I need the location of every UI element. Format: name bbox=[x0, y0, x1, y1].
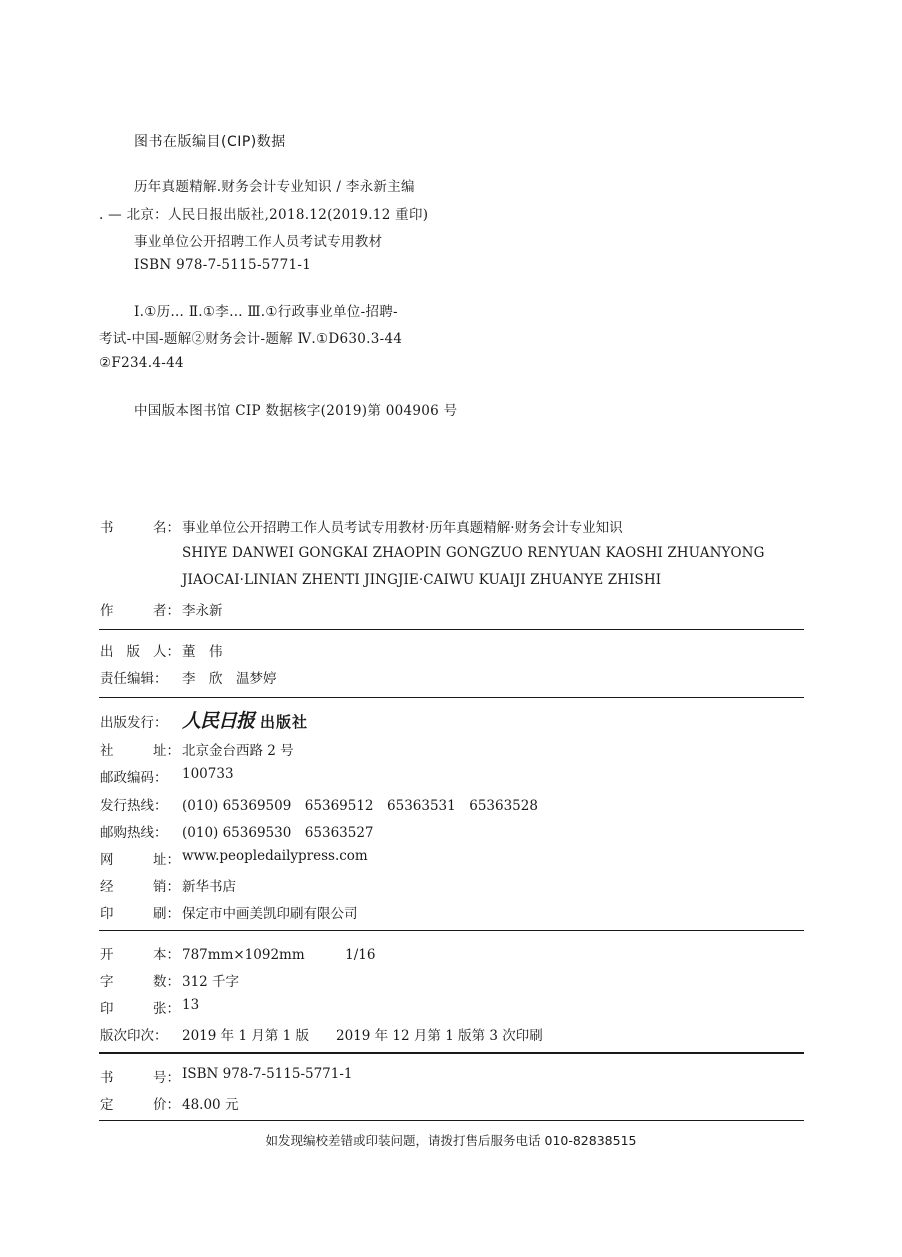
word-count-value: 312 千字 bbox=[182, 974, 240, 990]
cip-line: 中国版本图书馆 CIP 数据核字(2019)第 004906 号 bbox=[134, 403, 458, 419]
price-label: 定 价： bbox=[100, 1097, 180, 1113]
mail-hotline-label: 邮购热线： bbox=[100, 825, 168, 841]
after-sales-note: 如发现编校差错或印装问题，请拨打售后服务电话 010-82838515 bbox=[265, 1133, 637, 1148]
sheets-value: 13 bbox=[182, 997, 200, 1013]
address-label: 社 址： bbox=[100, 743, 180, 759]
title-label: 书 名： bbox=[100, 520, 180, 536]
postal-code-label: 邮政编码： bbox=[100, 770, 168, 786]
cip-line: Ⅰ.①历… Ⅱ.①李… Ⅲ.①行政事业单位-招聘- bbox=[134, 304, 398, 320]
book-title-en-line2: JIAOCAI·LINIAN ZHENTI JINGJIE·CAIWU KUAIJI ZHUANYE ZHISHI bbox=[182, 572, 662, 588]
dealer-label: 经 销： bbox=[100, 879, 180, 895]
cip-line: ②F234.4-44 bbox=[99, 355, 184, 371]
postal-code-value: 100733 bbox=[182, 766, 234, 782]
mail-hotline-value: (010) 65369530 65363527 bbox=[182, 825, 374, 841]
format-label: 开 本： bbox=[100, 947, 180, 963]
sales-hotline-label: 发行热线： bbox=[100, 798, 168, 814]
printer-label: 印 刷： bbox=[100, 906, 180, 922]
cip-line: 事业单位公开招聘工作人员考试专用教材 bbox=[134, 234, 383, 250]
cip-line: . — 北京：人民日报出版社,2018.12(2019.12 重印) bbox=[99, 207, 429, 223]
edition-value: 2019 年 1 月第 1 版 2019 年 12 月第 1 版第 3 次印刷 bbox=[182, 1028, 543, 1044]
cip-title: 图书在版编目(CIP)数据 bbox=[134, 134, 286, 150]
cip-line: 考试-中国-题解②财务会计-题解 Ⅳ.①D630.3-44 bbox=[99, 331, 403, 347]
format-value: 787mm×1092mm 1/16 bbox=[182, 947, 376, 963]
address-value: 北京金台西路 2 号 bbox=[182, 743, 294, 759]
isbn-label: 书 号： bbox=[100, 1070, 180, 1086]
editors-label: 责任编辑： bbox=[100, 671, 168, 687]
book-title-en-line1: SHIYE DANWEI GONGKAI ZHAOPIN GONGZUO RENYUAN KAOSHI ZHUANYONG bbox=[182, 545, 765, 561]
author-value: 李永新 bbox=[182, 603, 223, 619]
author-label: 作 者： bbox=[100, 603, 180, 619]
publisher-logo-suffix: 出版社 bbox=[260, 713, 309, 731]
divider bbox=[99, 930, 804, 931]
price-value: 48.00 元 bbox=[182, 1097, 239, 1113]
publisher-logo bbox=[182, 706, 308, 733]
cip-line: 历年真题精解.财务会计专业知识 / 李永新主编 bbox=[134, 179, 415, 195]
book-title-cn: 事业单位公开招聘工作人员考试专用教材·历年真题精解·财务会计专业知识 bbox=[182, 520, 623, 536]
sales-hotline-value: (010) 65369509 65369512 65363531 65363528 bbox=[182, 798, 538, 814]
printer-value: 保定市中画美凯印刷有限公司 bbox=[182, 906, 358, 922]
divider bbox=[99, 697, 804, 698]
editors-value: 李 欣 温梦婷 bbox=[182, 671, 277, 687]
publisher-person-label: 出 版 人： bbox=[100, 644, 180, 660]
publisher-logo-script: 人民日报 bbox=[182, 710, 255, 732]
edition-label: 版次印次： bbox=[100, 1028, 168, 1044]
dealer-value: 新华书店 bbox=[182, 879, 236, 895]
divider-thick bbox=[99, 1052, 804, 1054]
divider bbox=[99, 629, 804, 630]
website-label: 网 址： bbox=[100, 852, 180, 868]
sheets-label: 印 张： bbox=[100, 1001, 180, 1017]
publisher-person-value: 董 伟 bbox=[182, 644, 223, 660]
word-count-label: 字 数： bbox=[100, 974, 180, 990]
cip-line: ISBN 978-7-5115-5771-1 bbox=[134, 257, 312, 273]
divider bbox=[99, 1120, 804, 1121]
distribution-label: 出版发行： bbox=[100, 715, 168, 731]
website-link[interactable]: www.peopledailypress.com bbox=[182, 848, 368, 864]
isbn-value: ISBN 978-7-5115-5771-1 bbox=[182, 1066, 353, 1082]
